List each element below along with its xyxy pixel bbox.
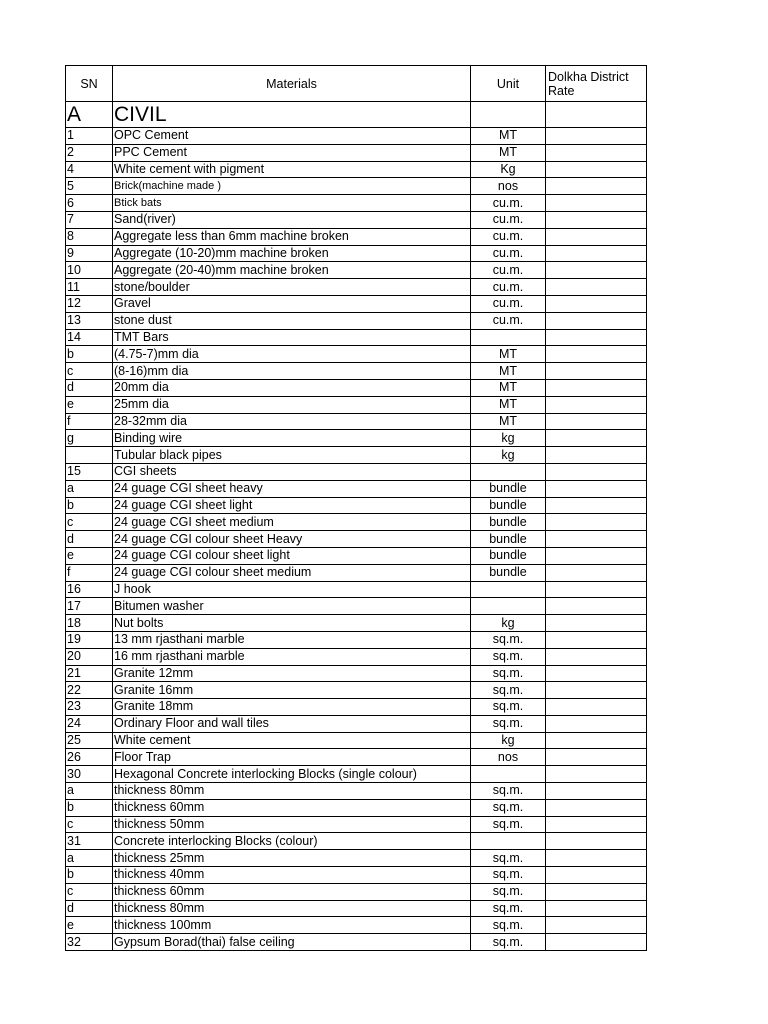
row-sn: 31 bbox=[66, 833, 113, 850]
row-unit: MT bbox=[471, 379, 546, 396]
row-unit: MT bbox=[471, 413, 546, 430]
row-material: Nut bolts bbox=[113, 615, 471, 632]
table-row bbox=[66, 715, 647, 732]
row-rate bbox=[546, 682, 647, 699]
row-material: 20mm dia bbox=[113, 379, 471, 396]
table-row bbox=[66, 245, 647, 262]
row-rate bbox=[546, 833, 647, 850]
row-sn: 25 bbox=[66, 732, 113, 749]
row-sn: 15 bbox=[66, 463, 113, 480]
row-unit: sq.m. bbox=[471, 867, 546, 884]
row-unit: sq.m. bbox=[471, 799, 546, 816]
row-sn: 9 bbox=[66, 245, 113, 262]
row-rate bbox=[546, 178, 647, 195]
header-district-rate: Dolkha District Rate bbox=[546, 66, 647, 102]
row-sn: 5 bbox=[66, 178, 113, 195]
row-unit: kg bbox=[471, 732, 546, 749]
row-unit: sq.m. bbox=[471, 934, 546, 951]
row-unit: cu.m. bbox=[471, 312, 546, 329]
row-unit: cu.m. bbox=[471, 295, 546, 312]
row-material: CGI sheets bbox=[113, 463, 471, 480]
row-sn: 23 bbox=[66, 699, 113, 716]
row-material: Granite 16mm bbox=[113, 682, 471, 699]
table-row bbox=[66, 497, 647, 514]
table-row bbox=[66, 816, 647, 833]
table-row bbox=[66, 295, 647, 312]
row-sn: d bbox=[66, 379, 113, 396]
row-rate bbox=[546, 850, 647, 867]
row-material: TMT Bars bbox=[113, 329, 471, 346]
row-rate bbox=[546, 699, 647, 716]
row-material: 16 mm rjasthani marble bbox=[113, 648, 471, 665]
table-row bbox=[66, 195, 647, 212]
table-row bbox=[66, 211, 647, 228]
table-row bbox=[66, 379, 647, 396]
row-rate bbox=[546, 396, 647, 413]
row-unit: sq.m. bbox=[471, 850, 546, 867]
table-row bbox=[66, 514, 647, 531]
row-sn: 20 bbox=[66, 648, 113, 665]
table-row bbox=[66, 363, 647, 380]
row-rate bbox=[546, 144, 647, 161]
row-unit: nos bbox=[471, 178, 546, 195]
section-letter: A bbox=[66, 102, 113, 128]
row-unit: cu.m. bbox=[471, 279, 546, 296]
row-unit: cu.m. bbox=[471, 195, 546, 212]
row-material: thickness 100mm bbox=[113, 917, 471, 934]
header-materials: Materials bbox=[113, 66, 471, 102]
row-rate bbox=[546, 531, 647, 548]
row-material: thickness 25mm bbox=[113, 850, 471, 867]
row-unit: sq.m. bbox=[471, 648, 546, 665]
row-material: thickness 80mm bbox=[113, 783, 471, 800]
row-material: Gypsum Borad(thai) false ceiling bbox=[113, 934, 471, 951]
row-rate bbox=[546, 312, 647, 329]
row-rate bbox=[546, 749, 647, 766]
table-row bbox=[66, 766, 647, 783]
row-rate bbox=[546, 161, 647, 178]
row-material: stone/boulder bbox=[113, 279, 471, 296]
row-rate bbox=[546, 363, 647, 380]
table-row bbox=[66, 749, 647, 766]
table-row bbox=[66, 867, 647, 884]
row-sn: e bbox=[66, 547, 113, 564]
row-rate bbox=[546, 665, 647, 682]
row-unit: kg bbox=[471, 430, 546, 447]
row-material: Hexagonal Concrete interlocking Blocks (single colour) bbox=[113, 766, 471, 783]
table-row bbox=[66, 648, 647, 665]
row-sn: b bbox=[66, 497, 113, 514]
row-sn: 22 bbox=[66, 682, 113, 699]
table-row bbox=[66, 732, 647, 749]
row-sn: 6 bbox=[66, 195, 113, 212]
table-row bbox=[66, 329, 647, 346]
row-unit: sq.m. bbox=[471, 682, 546, 699]
row-unit: bundle bbox=[471, 514, 546, 531]
row-sn: 8 bbox=[66, 228, 113, 245]
row-sn: 19 bbox=[66, 631, 113, 648]
row-rate bbox=[546, 900, 647, 917]
section-row-civil bbox=[66, 102, 647, 128]
row-rate bbox=[546, 631, 647, 648]
row-unit: sq.m. bbox=[471, 715, 546, 732]
row-rate bbox=[546, 346, 647, 363]
header-unit: Unit bbox=[471, 66, 546, 102]
row-rate bbox=[546, 783, 647, 800]
table-row bbox=[66, 850, 647, 867]
row-sn: 11 bbox=[66, 279, 113, 296]
table-row bbox=[66, 598, 647, 615]
row-sn bbox=[66, 447, 113, 464]
row-rate bbox=[546, 564, 647, 581]
row-unit: bundle bbox=[471, 480, 546, 497]
table-row bbox=[66, 463, 647, 480]
row-unit: MT bbox=[471, 144, 546, 161]
row-unit: MT bbox=[471, 363, 546, 380]
table-row bbox=[66, 699, 647, 716]
row-unit: MT bbox=[471, 128, 546, 145]
row-rate bbox=[546, 279, 647, 296]
table-row bbox=[66, 547, 647, 564]
table-row bbox=[66, 279, 647, 296]
row-material: Btick bats bbox=[113, 195, 471, 212]
table-row bbox=[66, 799, 647, 816]
row-sn: f bbox=[66, 564, 113, 581]
row-sn: b bbox=[66, 799, 113, 816]
row-rate bbox=[546, 195, 647, 212]
row-sn: 13 bbox=[66, 312, 113, 329]
row-rate bbox=[546, 615, 647, 632]
row-rate bbox=[546, 547, 647, 564]
materials-rate-table bbox=[65, 65, 647, 951]
row-rate bbox=[546, 262, 647, 279]
row-unit: sq.m. bbox=[471, 631, 546, 648]
row-rate bbox=[546, 379, 647, 396]
row-rate bbox=[546, 447, 647, 464]
row-material: Bitumen washer bbox=[113, 598, 471, 615]
row-unit: sq.m. bbox=[471, 883, 546, 900]
row-material: thickness 60mm bbox=[113, 799, 471, 816]
row-unit: Kg bbox=[471, 161, 546, 178]
row-unit: sq.m. bbox=[471, 917, 546, 934]
row-sn: 24 bbox=[66, 715, 113, 732]
row-sn: 16 bbox=[66, 581, 113, 598]
row-material: thickness 40mm bbox=[113, 867, 471, 884]
row-sn: c bbox=[66, 816, 113, 833]
row-sn: e bbox=[66, 396, 113, 413]
row-material: 28-32mm dia bbox=[113, 413, 471, 430]
row-sn: a bbox=[66, 850, 113, 867]
row-rate bbox=[546, 732, 647, 749]
row-unit: sq.m. bbox=[471, 816, 546, 833]
table-row bbox=[66, 346, 647, 363]
row-material: Aggregate (10-20)mm machine broken bbox=[113, 245, 471, 262]
row-sn: 10 bbox=[66, 262, 113, 279]
table-row bbox=[66, 228, 647, 245]
row-sn: 18 bbox=[66, 615, 113, 632]
row-material: Sand(river) bbox=[113, 211, 471, 228]
row-rate bbox=[546, 295, 647, 312]
table-row bbox=[66, 934, 647, 951]
row-material: 13 mm rjasthani marble bbox=[113, 631, 471, 648]
row-material: (4.75-7)mm dia bbox=[113, 346, 471, 363]
row-unit: MT bbox=[471, 346, 546, 363]
row-rate bbox=[546, 514, 647, 531]
row-rate bbox=[546, 581, 647, 598]
row-sn: g bbox=[66, 430, 113, 447]
row-sn: 7 bbox=[66, 211, 113, 228]
row-sn: 2 bbox=[66, 144, 113, 161]
row-unit: bundle bbox=[471, 564, 546, 581]
row-unit bbox=[471, 463, 546, 480]
row-sn: 14 bbox=[66, 329, 113, 346]
row-rate bbox=[546, 413, 647, 430]
row-sn: 17 bbox=[66, 598, 113, 615]
row-sn: e bbox=[66, 917, 113, 934]
row-material: Gravel bbox=[113, 295, 471, 312]
row-unit bbox=[471, 598, 546, 615]
row-sn: c bbox=[66, 363, 113, 380]
row-material: 24 guage CGI colour sheet Heavy bbox=[113, 531, 471, 548]
row-rate bbox=[546, 463, 647, 480]
row-unit bbox=[471, 766, 546, 783]
row-rate bbox=[546, 211, 647, 228]
row-rate bbox=[546, 598, 647, 615]
row-material: 24 guage CGI colour sheet light bbox=[113, 547, 471, 564]
row-unit: kg bbox=[471, 615, 546, 632]
row-rate bbox=[546, 917, 647, 934]
table-row bbox=[66, 144, 647, 161]
row-rate bbox=[546, 329, 647, 346]
row-sn: 12 bbox=[66, 295, 113, 312]
table-row bbox=[66, 531, 647, 548]
row-unit: bundle bbox=[471, 497, 546, 514]
row-sn: 4 bbox=[66, 161, 113, 178]
row-rate bbox=[546, 799, 647, 816]
row-material: 24 guage CGI sheet medium bbox=[113, 514, 471, 531]
table-row bbox=[66, 447, 647, 464]
table-row bbox=[66, 312, 647, 329]
row-rate bbox=[546, 867, 647, 884]
row-material: Ordinary Floor and wall tiles bbox=[113, 715, 471, 732]
row-material: White cement with pigment bbox=[113, 161, 471, 178]
row-unit: cu.m. bbox=[471, 262, 546, 279]
row-material: Aggregate (20-40)mm machine broken bbox=[113, 262, 471, 279]
row-sn: c bbox=[66, 514, 113, 531]
row-material: Granite 18mm bbox=[113, 699, 471, 716]
row-sn: 30 bbox=[66, 766, 113, 783]
row-rate bbox=[546, 816, 647, 833]
row-material: PPC Cement bbox=[113, 144, 471, 161]
table-row bbox=[66, 900, 647, 917]
row-material: 24 guage CGI sheet heavy bbox=[113, 480, 471, 497]
table-row bbox=[66, 783, 647, 800]
row-material: Binding wire bbox=[113, 430, 471, 447]
table-row bbox=[66, 615, 647, 632]
table-row bbox=[66, 631, 647, 648]
table-row bbox=[66, 883, 647, 900]
row-sn: 21 bbox=[66, 665, 113, 682]
row-material: Floor Trap bbox=[113, 749, 471, 766]
row-rate bbox=[546, 245, 647, 262]
row-material: (8-16)mm dia bbox=[113, 363, 471, 380]
row-unit: sq.m. bbox=[471, 900, 546, 917]
row-sn: a bbox=[66, 783, 113, 800]
row-unit: bundle bbox=[471, 531, 546, 548]
row-rate bbox=[546, 766, 647, 783]
row-material: White cement bbox=[113, 732, 471, 749]
table-row bbox=[66, 413, 647, 430]
row-material: J hook bbox=[113, 581, 471, 598]
table-row bbox=[66, 430, 647, 447]
section-rate-empty bbox=[546, 102, 647, 128]
row-unit: MT bbox=[471, 396, 546, 413]
row-sn: c bbox=[66, 883, 113, 900]
row-rate bbox=[546, 883, 647, 900]
table-row bbox=[66, 480, 647, 497]
row-unit: sq.m. bbox=[471, 665, 546, 682]
row-unit bbox=[471, 833, 546, 850]
table-row bbox=[66, 161, 647, 178]
row-rate bbox=[546, 715, 647, 732]
row-unit bbox=[471, 329, 546, 346]
table-row bbox=[66, 917, 647, 934]
row-sn: 32 bbox=[66, 934, 113, 951]
table-row bbox=[66, 128, 647, 145]
row-material: stone dust bbox=[113, 312, 471, 329]
row-material: 24 guage CGI sheet light bbox=[113, 497, 471, 514]
row-material: thickness 50mm bbox=[113, 816, 471, 833]
row-unit: sq.m. bbox=[471, 699, 546, 716]
row-sn: a bbox=[66, 480, 113, 497]
section-unit-empty bbox=[471, 102, 546, 128]
table-header-row bbox=[66, 66, 647, 102]
row-rate bbox=[546, 648, 647, 665]
table-row bbox=[66, 564, 647, 581]
table-row bbox=[66, 396, 647, 413]
row-rate bbox=[546, 430, 647, 447]
row-unit: bundle bbox=[471, 547, 546, 564]
row-material: Aggregate less than 6mm machine broken bbox=[113, 228, 471, 245]
row-material: 24 guage CGI colour sheet medium bbox=[113, 564, 471, 581]
row-sn: 1 bbox=[66, 128, 113, 145]
row-rate bbox=[546, 934, 647, 951]
row-material: Granite 12mm bbox=[113, 665, 471, 682]
row-unit: sq.m. bbox=[471, 783, 546, 800]
table-row bbox=[66, 581, 647, 598]
row-rate bbox=[546, 228, 647, 245]
row-material: 25mm dia bbox=[113, 396, 471, 413]
table-row bbox=[66, 682, 647, 699]
row-sn: d bbox=[66, 531, 113, 548]
row-sn: 26 bbox=[66, 749, 113, 766]
row-rate bbox=[546, 497, 647, 514]
row-material: Concrete interlocking Blocks (colour) bbox=[113, 833, 471, 850]
row-sn: b bbox=[66, 867, 113, 884]
row-material: thickness 60mm bbox=[113, 883, 471, 900]
header-sn: SN bbox=[66, 66, 113, 102]
row-material: thickness 80mm bbox=[113, 900, 471, 917]
row-unit: cu.m. bbox=[471, 228, 546, 245]
row-material: Brick(machine made ) bbox=[113, 178, 471, 195]
row-rate bbox=[546, 128, 647, 145]
section-title: CIVIL bbox=[113, 102, 471, 128]
row-material: OPC Cement bbox=[113, 128, 471, 145]
row-unit: kg bbox=[471, 447, 546, 464]
row-sn: b bbox=[66, 346, 113, 363]
row-unit: nos bbox=[471, 749, 546, 766]
row-sn: d bbox=[66, 900, 113, 917]
table-row bbox=[66, 262, 647, 279]
table-row bbox=[66, 833, 647, 850]
table-row bbox=[66, 665, 647, 682]
table-row bbox=[66, 178, 647, 195]
row-unit: cu.m. bbox=[471, 245, 546, 262]
row-unit bbox=[471, 581, 546, 598]
row-unit: cu.m. bbox=[471, 211, 546, 228]
row-sn: f bbox=[66, 413, 113, 430]
row-rate bbox=[546, 480, 647, 497]
row-material: Tubular black pipes bbox=[113, 447, 471, 464]
